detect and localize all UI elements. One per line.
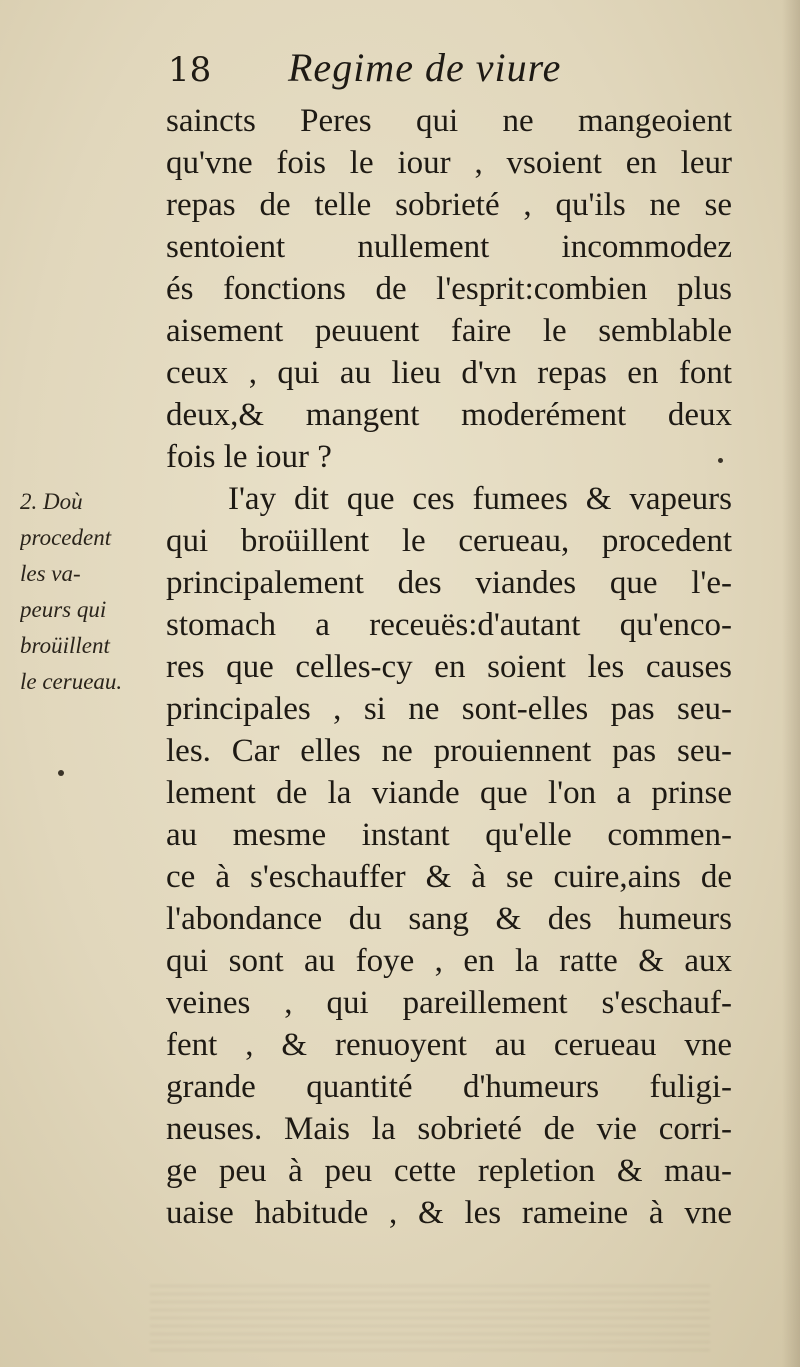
text-line: res que celles-cy en soient les causes (166, 649, 732, 685)
text-line: aisement peuuent faire le semblable (166, 313, 732, 349)
text-line: saincts Peres qui ne mangeoient (166, 103, 732, 139)
text-line: qui broüillent le cerueau, procedent (166, 523, 732, 559)
margin-note-line: le cerueau. (20, 669, 123, 694)
text-line: stomach a receuës:d'autant qu'enco- (166, 607, 732, 643)
text-line: uaise habitude , & les rameine à vne (166, 1195, 732, 1231)
text-line: qui sont au foye , en la ratte & aux (166, 943, 732, 979)
ink-speck (58, 770, 64, 776)
margin-note (20, 484, 160, 700)
text-line: ge peu à peu cette repletion & mau- (166, 1153, 732, 1189)
margin-note-line: procedent (20, 525, 112, 550)
text-line: lement de la viande que l'on a prinse (166, 775, 732, 811)
text-line: ceux , qui au lieu d'vn repas en font (166, 355, 732, 391)
text-line: deux,& mangent moderément deux (166, 397, 732, 433)
show-through-bleed (150, 1285, 710, 1355)
page-number: 18 (168, 50, 212, 90)
text-line: fent , & renuoyent au cerueau vne (166, 1027, 732, 1063)
text-line: les. Car elles ne prouiennent pas seu- (166, 733, 732, 769)
text-line: ce à s'eschauffer & à se cuire,ains de (166, 859, 732, 895)
body-text (166, 100, 732, 1234)
text-line: sentoient nullement incommodez (166, 229, 732, 265)
text-line: neuses. Mais la sobrieté de vie corri- (166, 1111, 732, 1147)
text-line: principalement des viandes que l'e- (166, 565, 732, 601)
text-line: qu'vne fois le iour , vsoient en leur (166, 145, 732, 181)
text-line: veines , qui pareillement s'eschauf- (166, 985, 732, 1021)
running-title: Regime de viure (288, 45, 562, 90)
paragraph-start-line: I'ay dit que ces fumees & vapeurs (228, 481, 732, 517)
text-line: au mesme instant qu'elle commen- (166, 817, 732, 853)
text-line: l'abondance du sang & des humeurs (166, 901, 732, 937)
text-line: és fonctions de l'esprit:combien plus (166, 271, 732, 307)
text-line: repas de telle sobrieté , qu'ils ne se (166, 187, 732, 223)
text-line: principales , si ne sont-elles pas seu- (166, 691, 732, 727)
text-line: grande quantité d'humeurs fuligi- (166, 1069, 732, 1105)
page-header (168, 44, 748, 100)
margin-note-line: 2. Doù (20, 489, 83, 514)
margin-note-line: broüillent (20, 633, 110, 658)
text-line: fois le iour ? (166, 439, 332, 475)
page-edge-shadow (782, 0, 800, 1367)
margin-note-line: les va- (20, 561, 81, 586)
margin-note-line: peurs qui (20, 597, 107, 622)
ink-speck (718, 458, 723, 463)
